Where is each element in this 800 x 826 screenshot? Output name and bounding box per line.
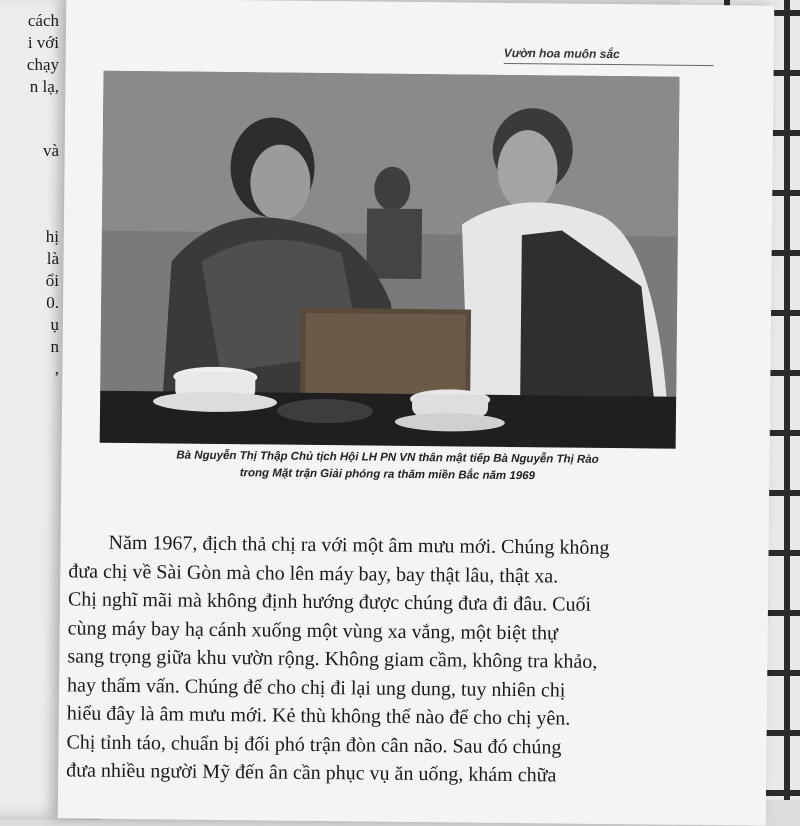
left-fragment: ổi xyxy=(45,271,59,290)
photo-caption xyxy=(99,447,675,487)
caption-line: trong Mặt trận Giải phóng ra thăm miền Bắc năm 1969 xyxy=(239,467,536,483)
left-fragment: hị xyxy=(45,227,59,246)
header-rule xyxy=(504,63,714,66)
body-line: Chị nghĩ mãi mà không định hướng được chúng đưa đi đâu. Cuối xyxy=(67,588,592,616)
body-line: hiểu đây là âm mưu mới. Kẻ thù không thể nào để cho chị yên. xyxy=(66,702,571,730)
left-fragment: là xyxy=(46,249,59,268)
archival-photo xyxy=(100,71,680,449)
left-fragment: và xyxy=(42,141,59,160)
left-fragment xyxy=(0,98,75,120)
left-fragment: cách xyxy=(27,11,59,30)
body-line: cùng máy bay hạ cánh xuống một vùng xa vắng, một biệt thự xyxy=(67,616,558,644)
running-head: Vườn hoa muôn sắc xyxy=(503,45,620,62)
body-line: đưa nhiều người Mỹ đến ân cần phục vụ ăn uống, khám chữa xyxy=(66,759,557,787)
book-page xyxy=(58,0,775,826)
body-paragraph xyxy=(66,528,709,791)
left-fragment: n xyxy=(50,337,59,356)
photo-illustration xyxy=(100,71,680,449)
body-line: hay thẩm vấn. Chúng để cho chị đi lại ung dung, tuy nhiên chị xyxy=(67,673,566,702)
left-fragment: 0. xyxy=(46,293,59,312)
left-fragment: chạy xyxy=(26,55,59,74)
left-fragment: ụ xyxy=(50,315,59,334)
left-fragment: i với xyxy=(27,33,59,52)
left-fragment: n lạ, xyxy=(29,77,59,96)
left-fragment: , xyxy=(54,359,59,378)
body-line: sang trọng giữa khu vườn rộng. Không giam cầm, không tra khảo, xyxy=(67,645,598,673)
body-line: Chị tỉnh táo, chuẩn bị đối phó trận đòn cân não. Sau đó chúng xyxy=(66,730,562,759)
caption-line: Bà Nguyễn Thị Thập Chủ tịch Hội LH PN VN thân mật tiếp Bà Nguyễn Thị Rào xyxy=(176,449,599,466)
body-line: Năm 1967, địch thả chị ra với một âm mưu mới. Chúng không xyxy=(108,531,610,560)
body-line: đưa chị về Sài Gòn mà cho lên máy bay, bay thật lâu, thật xa. xyxy=(68,559,559,587)
